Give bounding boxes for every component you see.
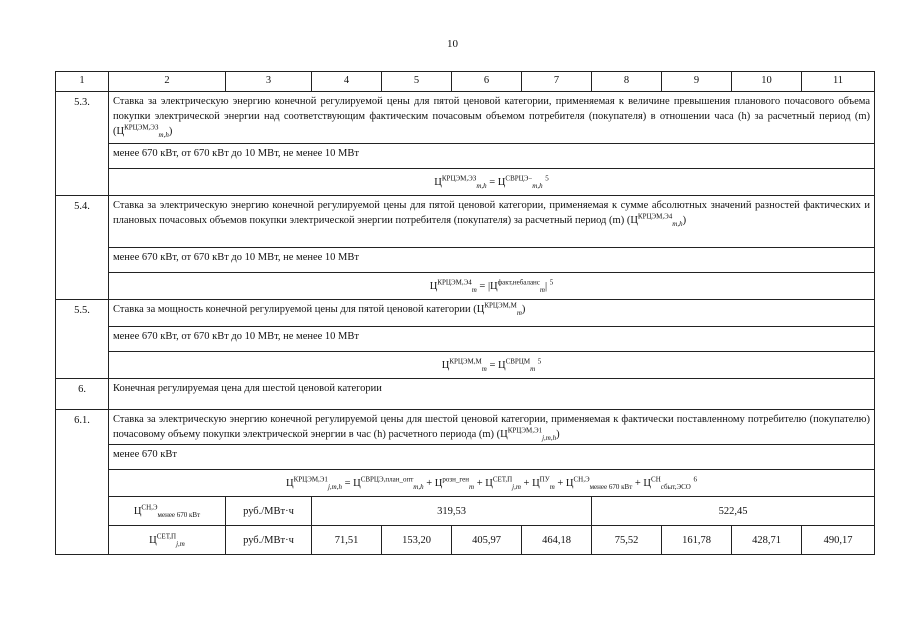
col-header: 8 — [592, 72, 662, 92]
value-cell: 75,52 — [592, 526, 662, 555]
section-description: Ставка за электрическую энергию конечной регулируемой цены для пятой ценовой категории, применяемая к сумме абсолютных значений разностей фактических и плановых почасовых объемов покупки электрической энергии потребителя (покупателя) за расчетный период (m) $(Ц^{КРЦЭМ,Э4}_{m,h})$ — [109, 196, 875, 248]
footnote-mark: 5 — [545, 174, 549, 182]
page-number: 10 — [447, 38, 458, 50]
value-cell: 490,17 — [802, 526, 875, 555]
section-description: Ставка за электрическую энергию конечной регулируемой цены для пятой ценовой категории, применяемая к величине превышения планового почасового объема покупки электрической энергии над соответствующим фактическим почасовым объемом потребителя (покупателя) в отношении часа (h) за расчетный период (m) $(Ц^{КРЦЭМ,ЭЗ}_{m,h})$ — [109, 92, 875, 144]
formula: $Ц^{КРЦЭМ,Э1}_{j,m,h} = Ц^{СВРЦЭ,план\_опт}_{m,h} + Ц^{розн\_ген}_m + Ц^{СЕТ,П}_{j,m} + Ц^{ПУ}_m + Ц^{СН,Э}_{менее 670 кВт} + Ц^{СН}_{сбыт,ЭСО}$ $^6$ — [109, 470, 875, 497]
section-5-3-title-row — [56, 92, 875, 144]
value-cell: 153,20 — [382, 526, 452, 555]
section-number: 6. — [56, 379, 109, 410]
formula: $Ц^{КРЦЭМ,Э4}_m = |Ц^{факт,небаланс}_m|$ $^5$ — [109, 273, 875, 300]
section-5-4-title-row — [56, 196, 875, 248]
section-description: Ставка за мощность конечной регулируемой цены для пятой ценовой категории $(Ц^{КРЦЭМ,М}_m)$ — [109, 300, 875, 327]
section-number: 5.5. — [56, 300, 109, 379]
section-6-1-range-row — [56, 445, 875, 470]
footnote-mark: 5 — [549, 278, 554, 286]
power-range: менее 670 кВт — [109, 445, 875, 470]
section-6-1-formula-row — [56, 470, 875, 497]
col-header: 6 — [452, 72, 522, 92]
section-5-5-range-row — [56, 327, 875, 352]
power-range: менее 670 кВт, от 670 кВт до 10 МВт, не менее 10 МВт — [109, 248, 875, 273]
value-cell: 71,51 — [312, 526, 382, 555]
value-cell: 522,45 — [592, 497, 875, 526]
section-5-5-title-row — [56, 300, 875, 327]
formula: $Ц^{КРЦЭМ,ЭЗ}_{m,h} = Ц^{СВРЦЭ-}_{m,h}$ $^5$ — [109, 169, 875, 196]
footnote-mark: 5 — [537, 357, 542, 365]
section-6-row — [56, 379, 875, 410]
unit: руб./МВт·ч — [226, 497, 312, 526]
section-5-4-formula-row — [56, 273, 875, 300]
section-5-3-range-row — [56, 144, 875, 169]
row-label: $Ц^{СЕТ,П}_{j,m}$ — [109, 526, 226, 555]
col-header: 1 — [56, 72, 109, 92]
unit: руб./МВт·ч — [226, 526, 312, 555]
section-6-1-title-row — [56, 410, 875, 445]
formula: $Ц^{КРЦЭМ,М}_m = Ц^{СВРЦМ}_m$ $^5$ — [109, 352, 875, 379]
section-number: 6.1. — [56, 410, 109, 555]
col-header: 2 — [109, 72, 226, 92]
col-header: 4 — [312, 72, 382, 92]
value-cell: 319,53 — [312, 497, 592, 526]
section-description: Ставка за электрическую энергию конечной регулируемой цены для шестой ценовой категории, применяемая к фактически поставленному потребителю (покупателю) почасовому объему покупки электрической энергии в час (h) расчетного периода (m) $(Ц^{КРЦЭМ,Э1}_{j,m,h})$ — [109, 410, 875, 445]
section-5-5-formula-row — [56, 352, 875, 379]
col-header: 10 — [732, 72, 802, 92]
set-p-row — [56, 526, 875, 555]
row-label: $Ц^{СН,Э}_{менее 670 кВт}$ — [109, 497, 226, 526]
section-5-3-formula-row — [56, 169, 875, 196]
value-cell: 428,71 — [732, 526, 802, 555]
power-range: менее 670 кВт, от 670 кВт до 10 МВт, не менее 10 МВт — [109, 144, 875, 169]
col-header: 3 — [226, 72, 312, 92]
column-number-row — [56, 72, 875, 92]
section-number: 5.3. — [56, 92, 109, 196]
value-cell: 405,97 — [452, 526, 522, 555]
col-header: 7 — [522, 72, 592, 92]
footnote-mark: 6 — [693, 475, 697, 483]
power-range: менее 670 кВт, от 670 кВт до 10 МВт, не менее 10 МВт — [109, 327, 875, 352]
tariff-table — [55, 71, 875, 555]
value-cell: 464,18 — [522, 526, 592, 555]
sn-e-row — [56, 497, 875, 526]
section-5-4-range-row — [56, 248, 875, 273]
col-header: 5 — [382, 72, 452, 92]
section-number: 5.4. — [56, 196, 109, 300]
value-cell: 161,78 — [662, 526, 732, 555]
col-header: 9 — [662, 72, 732, 92]
col-header: 11 — [802, 72, 875, 92]
section-description: Конечная регулируемая цена для шестой ценовой категории — [109, 379, 875, 410]
